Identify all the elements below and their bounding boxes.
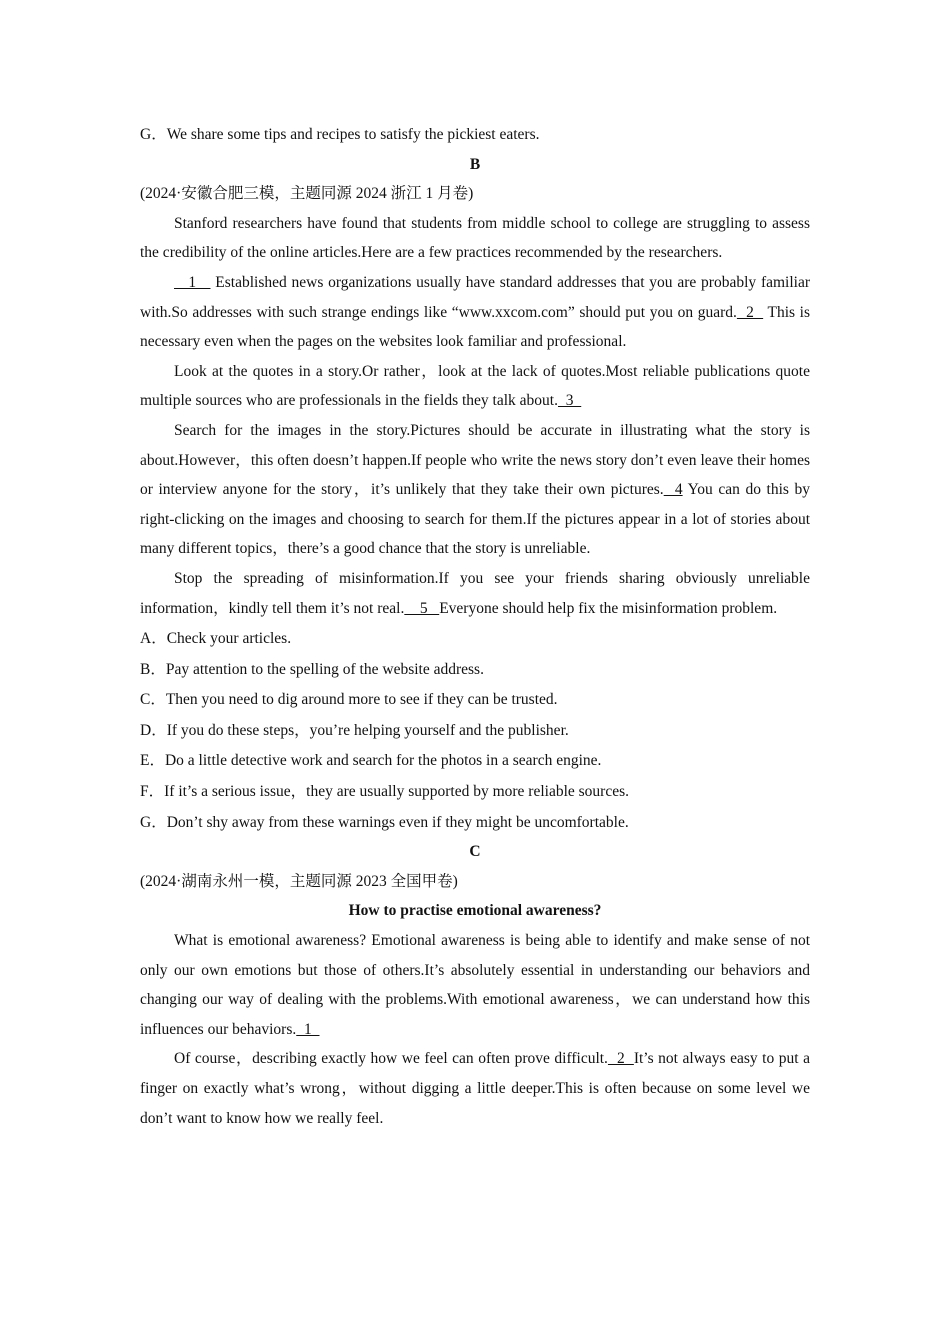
section-b-source: (2024·安徽合肥三模，主题同源 2024 浙江 1 月卷): [140, 185, 474, 203]
blank-5[interactable]: 5: [404, 599, 440, 617]
section-b-paragraph-2: 1 Established news organizations usually have standard addresses that you are probably familiar with.So addresses with such strange endings like “www.xxcom.com” should put you on guard. 2 This is necessary even when the pages on the websites look familiar and professional.: [140, 273, 811, 351]
section-c-heading: C: [469, 843, 481, 861]
section-b-heading: B: [469, 155, 481, 173]
blank-1[interactable]: 1: [174, 273, 211, 291]
section-b-options: [140, 624, 810, 837]
option-c: C．Then you need to dig around more to see if they can be trusted.: [140, 691, 558, 709]
section-c-title: How to practise emotional awareness?: [348, 902, 602, 920]
section-b-paragraph-4: Search for the images in the story.Pictures should be accurate in illustrating what the story is about.However，this often doesn’t happen.If people who write the news story don’t even leave their homes or interview anyone for the story，it’s unlikely that they take their own pictures. 4 You can do this by right-clicking on the images and choosing to search for them.If the pictures appear in a lot of stories about many different topics，there’s a good chance that the story is unreliable.: [140, 421, 811, 558]
section-b-paragraph-3: Look at the quotes in a story.Or rather，look at the lack of quotes.Most reliable publications quote multiple sources who are professionals in the fields they talk about. 3: [140, 362, 810, 410]
section-c-paragraph-1: What is emotional awareness? Emotional awareness is being able to identify and make sense of not only our own emotions but those of others.It’s absolutely essential in understanding our behaviors and changing our way of dealing with the problems.With emotional awareness，we can understand how this influences our behaviors. 1: [140, 932, 810, 1038]
blank-4[interactable]: 4: [663, 481, 683, 499]
option-e: E．Do a little detective work and search for the photos in a search engine.: [140, 752, 602, 770]
option-d: D．If you do these steps，you’re helping yourself and the publisher.: [140, 721, 569, 739]
option-b: B．Pay attention to the spelling of the website address.: [140, 660, 484, 678]
blank-c-1[interactable]: 1: [296, 1020, 320, 1038]
blank-3[interactable]: 3: [557, 392, 582, 410]
option-g-previous: G．We share some tips and recipes to satisfy the pickiest eaters.: [140, 126, 540, 143]
section-b-paragraph-1: Stanford researchers have found that students from middle school to college are struggling to assess the credibility of the online articles.Here are a few practices recommended by the researchers.: [140, 214, 810, 262]
option-f: F．If it’s a serious issue，they are usually supported by more reliable sources.: [140, 783, 629, 801]
section-c-paragraph-2: Of course，describing exactly how we feel can often prove difficult. 2 It’s not always easy to put a finger on exactly what’s wrong，without digging a little deeper.This is often because on some level we don’t want to know how we really feel.: [140, 1050, 810, 1127]
option-g: G．Don’t shy away from these warnings even if they might be uncomfortable.: [140, 813, 629, 831]
blank-2[interactable]: 2: [736, 303, 764, 321]
section-b-paragraph-5: Stop the spreading of misinformation.If you see your friends sharing obviously unreliable information，kindly tell them it’s not real. 5 Everyone should help fix the misinformation problem.: [140, 569, 810, 617]
section-c-source: (2024·湖南永州一模，主题同源 2023 全国甲卷): [140, 872, 458, 890]
blank-c-2[interactable]: 2: [607, 1050, 634, 1068]
document-page: [140, 120, 810, 1133]
option-a: A．Check your articles.: [140, 630, 292, 648]
